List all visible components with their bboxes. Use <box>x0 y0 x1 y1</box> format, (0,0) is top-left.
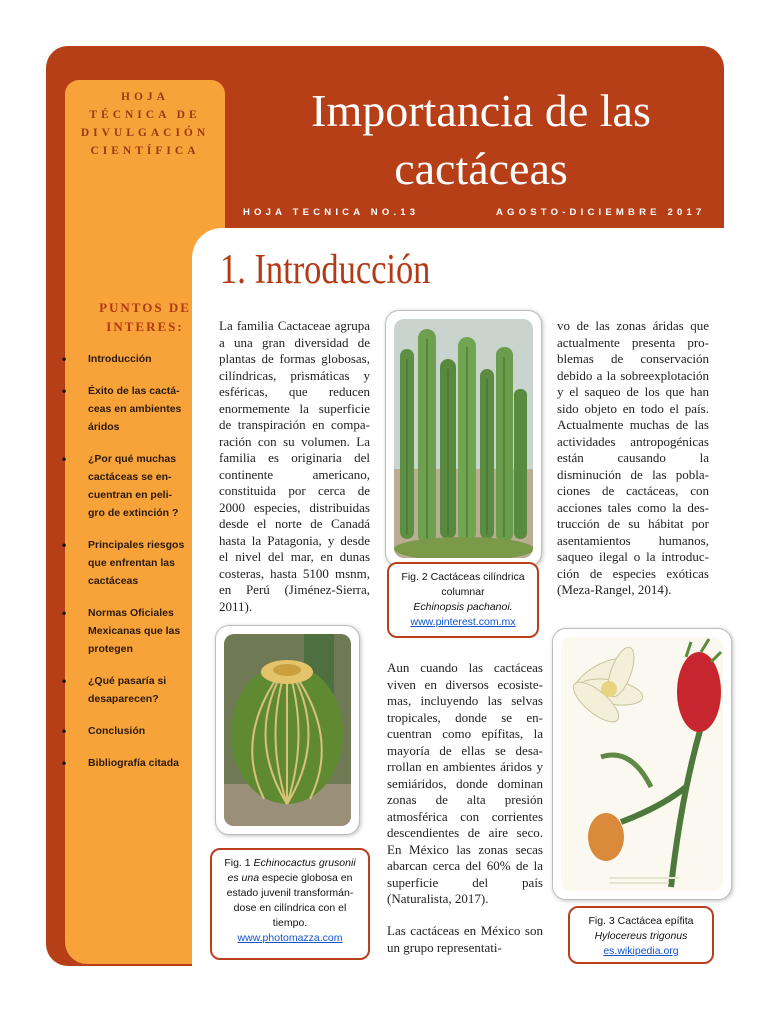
points-title-line: PUNTOS DE <box>99 300 191 315</box>
figure-1-link[interactable]: www.photomazza.com <box>237 932 343 944</box>
figure-2-species: Echinopsis pachanoi. <box>413 601 513 613</box>
page-title <box>246 82 716 198</box>
columnar-cactus-photo <box>385 310 542 567</box>
sidebar-header <box>65 88 225 160</box>
figure-2-title: Fig. 2 Cactáceas cilíndrica columnar <box>401 571 525 598</box>
topic-item[interactable] <box>60 604 200 658</box>
topic-item-line: • ¿Por qué muchas <box>88 453 177 465</box>
barrel-cactus-photo <box>215 625 360 835</box>
columnar-cactus-image <box>394 319 533 558</box>
figure-2-caption <box>387 562 539 638</box>
sidebar-header-line: TÉCNICA DE <box>89 109 201 121</box>
topic-item-line: • Bibliografía citada <box>88 757 180 769</box>
barrel-cactus-image <box>224 634 351 826</box>
section-title: 1. Introducción <box>220 247 431 293</box>
topic-item-line: • Principales riesgos <box>88 539 185 551</box>
topic-item-line: cuentran en peli- <box>88 489 173 501</box>
intro-paragraph: La familia Cactaceae agrupa a una gran diversidad de plantas de formas globosas, cilíndricas, prismáticas y esféricas, que reducen enormemente la superficie de transpiración en comparación con su volumen. La familia es originaria del continente americano, constituida por cerca de 2000 especies, distribuidas desde el norte de Canadá hasta la Patagonia, y desde el nivel del mar, en dunas costeras, hasta 5100 msnm, en Perú (Jiménez-Sierra, 2011). <box>219 318 370 614</box>
topic-item-line: que enfrentan las <box>88 557 175 569</box>
ecosystems-paragraph: Aun cuando las cactáceas viven en diversos ecosistemas, incluyendo las selvas tropicales, donde se encuentran como epífitas, la mayoría de ellas se desarrollan en ambientes áridos y semiáridos, donde dominan zonas de alta presión atmosférica con corrientes descendientes de aire seco. En México las zonas secas abarcan cerca del 60% de la superficie del país (Naturalista, 2017). <box>387 660 543 906</box>
topic-item-line: • Introducción <box>88 353 152 365</box>
mexico-paragraph: Las cactáceas en México son un grupo representati- <box>387 923 543 955</box>
issue-date: AGOSTO-DICIEMBRE 2017 <box>496 207 706 218</box>
points-title-line: INTERES: <box>106 319 184 334</box>
topic-item[interactable] <box>60 754 200 772</box>
topic-item[interactable] <box>60 450 200 522</box>
topic-item[interactable] <box>60 672 200 708</box>
conservation-paragraph: vo de las zonas áridas que actualmente presenta problemas de conservación debido a la sobreexplotación y el saqueo de los que han sido objeto en todo el país. Actualmente muchas de las actividades antropogénicas están causando la disminución de las poblaciones de cactáceas, con acciones tales como la destrucción de su hábitat por asentamientos humanos, saqueo ilegal o la introducción de especies exóticas (Meza-Rangel, 2014). <box>557 318 709 597</box>
issue-number: HOJA TECNICA NO.13 <box>243 207 420 218</box>
page-title-line: Importancia de las <box>311 85 651 136</box>
topic-item[interactable] <box>60 536 200 590</box>
sidebar-header-line: CIENTÍFICA <box>90 145 200 157</box>
figure-3-title: Fig. 3 Cactácea epífita <box>588 915 694 927</box>
topic-item-line: • ¿Qué pasaría si <box>88 675 167 687</box>
figure-3-species: Hylocereus trigonus <box>594 930 688 942</box>
topic-item-line: cactáceas se en- <box>88 471 172 483</box>
topic-item-line: Mexicanas que las <box>88 625 181 637</box>
topic-item-line: gro de extinción ? <box>88 507 179 519</box>
topic-item-line: • Conclusión <box>88 725 146 737</box>
topic-item-line: áridos <box>88 421 120 433</box>
topic-item-line: cactáceas <box>88 575 139 587</box>
points-title <box>65 298 225 336</box>
topic-item[interactable] <box>60 722 200 740</box>
figure-1-species: Echinocactus grusonii es una <box>227 857 356 884</box>
figure-3-link[interactable]: es.wikipedia.org <box>603 945 679 957</box>
topic-item-line: desaparecen? <box>88 693 159 705</box>
sidebar-header-line: HOJA <box>121 91 169 103</box>
page-title-line: cactáceas <box>394 143 568 194</box>
epiphytic-cactus-image <box>561 637 723 891</box>
topic-item-line: • Normas Oficiales <box>88 607 174 619</box>
epiphytic-cactus-photo <box>552 628 732 900</box>
figure-1-caption <box>210 848 370 960</box>
figure-1-description: especie globosa en estado juvenil transformándose en cilíndrica con el tiempo. <box>226 872 354 929</box>
topic-item-line: protegen <box>88 643 133 655</box>
figure-2-link[interactable]: www.pinterest.com.mx <box>410 616 516 628</box>
topic-item-line: ceas en ambientes <box>88 403 182 415</box>
figure-1-text <box>218 856 362 931</box>
figure-3-caption <box>568 906 714 964</box>
topic-item-line: • Éxito de las cactá- <box>88 385 180 397</box>
sidebar-header-line: DIVULGACIÓN <box>80 127 210 139</box>
topic-item[interactable] <box>60 350 200 368</box>
topics-list <box>60 350 200 786</box>
figure-1-prefix: Fig. 1 <box>224 857 254 869</box>
topic-item[interactable] <box>60 382 200 436</box>
